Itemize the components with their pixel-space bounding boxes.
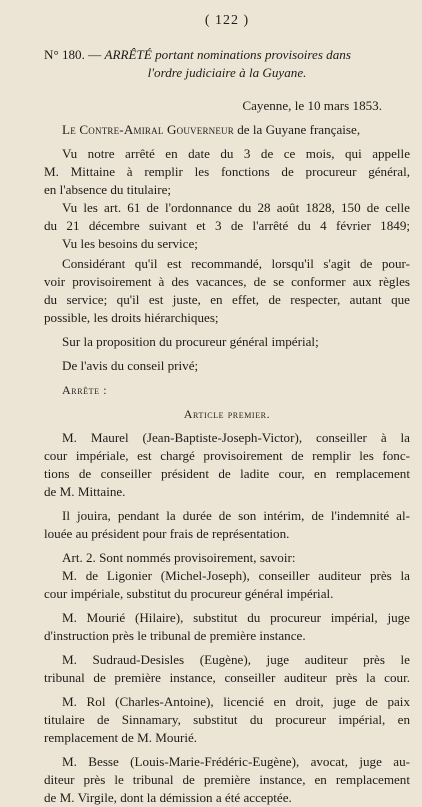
body-line: d'instruction près le tribunal de première instance. <box>44 628 306 643</box>
ordinance-number: N° 180. <box>44 47 85 62</box>
authority-title: Le Contre-Amiral Gouverneur <box>62 122 234 137</box>
body-line: voir provisoirement à des vacances, de se conformer aux règles <box>44 274 410 289</box>
body-line: du service; qu'il est juste, en effet, de respecter, autant que <box>44 292 410 307</box>
arrete-heading: Arrête : <box>62 383 108 397</box>
body-line: M. Mittaine à remplir les fonctions de procureur général, <box>44 164 410 179</box>
body-line: diteur près le tribunal de première instance, en remplacement <box>44 772 410 787</box>
title-dash: — <box>88 47 102 62</box>
body-line: Vu les besoins du service; <box>62 236 198 251</box>
body-line: M. Mourié (Hilaire), substitut du procureur impérial, juge <box>62 610 410 625</box>
body-line: Il jouira, pendant la durée de son intérim, de l'indemnité al- <box>62 508 410 523</box>
body-line: en l'absence du titulaire; <box>44 182 172 197</box>
body-line: Sur la proposition du procureur général impérial; <box>62 334 319 349</box>
body-line: cour impériale, est chargé provisoirement de remplir les fonc- <box>44 448 410 463</box>
body-line: titulaire de Sinnamary, substitut du procureur impérial, en <box>44 712 410 727</box>
body-line: cour impériale, substitut du procureur général impérial. <box>44 586 334 601</box>
document-title-line-1 <box>44 46 410 64</box>
body-line: M. Rol (Charles-Antoine), licencié en droit, juge de paix <box>62 694 410 709</box>
authority-rest: de la Guyane française, <box>237 122 361 137</box>
body-line: du 21 décembre suivant et 3 de l'arrêté du 4 février 1849; <box>44 218 410 233</box>
authority-line <box>44 121 410 139</box>
body-line: Vu les art. 61 de l'ordonnance du 28 août 1828, 150 de celle <box>62 200 410 215</box>
body-line: M. de Ligonier (Michel-Joseph), conseiller auditeur près la <box>62 568 410 583</box>
body-line: tribunal de première instance, conseiller auditeur près la cour. <box>44 670 410 685</box>
body-line: tions de conseiller président de ladite cour, en remplacement <box>44 466 410 481</box>
body-line: Vu notre arrêté en date du 3 de ce mois, qui appelle <box>62 146 410 161</box>
body-line: de M. Mittaine. <box>44 484 126 499</box>
body-line: Art. 2. Sont nommés provisoirement, savoir: <box>62 550 296 565</box>
article-heading: Article premier. <box>183 407 271 421</box>
body-line: M. Sudraud-Desisles (Eugène), juge auditeur près le <box>62 652 410 667</box>
document-title-line-2: l'ordre judiciaire à la Guyane. <box>147 65 307 80</box>
body-line: M. Besse (Louis-Marie-Frédéric-Eugène), avocat, juge au- <box>62 754 410 769</box>
arrete-word: ARRÊTÉ <box>104 47 152 62</box>
body-line: Considérant qu'il est recommandé, lorsqu'il s'agit de pour- <box>62 256 410 271</box>
title-rest: portant nominations provisoires dans <box>155 47 351 62</box>
body-line: M. Maurel (Jean-Baptiste-Joseph-Victor), conseiller à la <box>62 430 410 445</box>
dateline: Cayenne, le 10 mars 1853. <box>242 98 382 113</box>
body-line: remplacement de M. Mourié. <box>44 730 198 745</box>
body-line: De l'avis du conseil privé; <box>62 358 199 373</box>
body-line: possible, les droits hiérarchiques; <box>44 310 219 325</box>
page-number: ( 122 ) <box>204 13 250 28</box>
body-line: louée au président pour frais de représentation. <box>44 526 290 541</box>
body-line: de M. Virgile, dont la démission a été acceptée. <box>44 790 292 805</box>
